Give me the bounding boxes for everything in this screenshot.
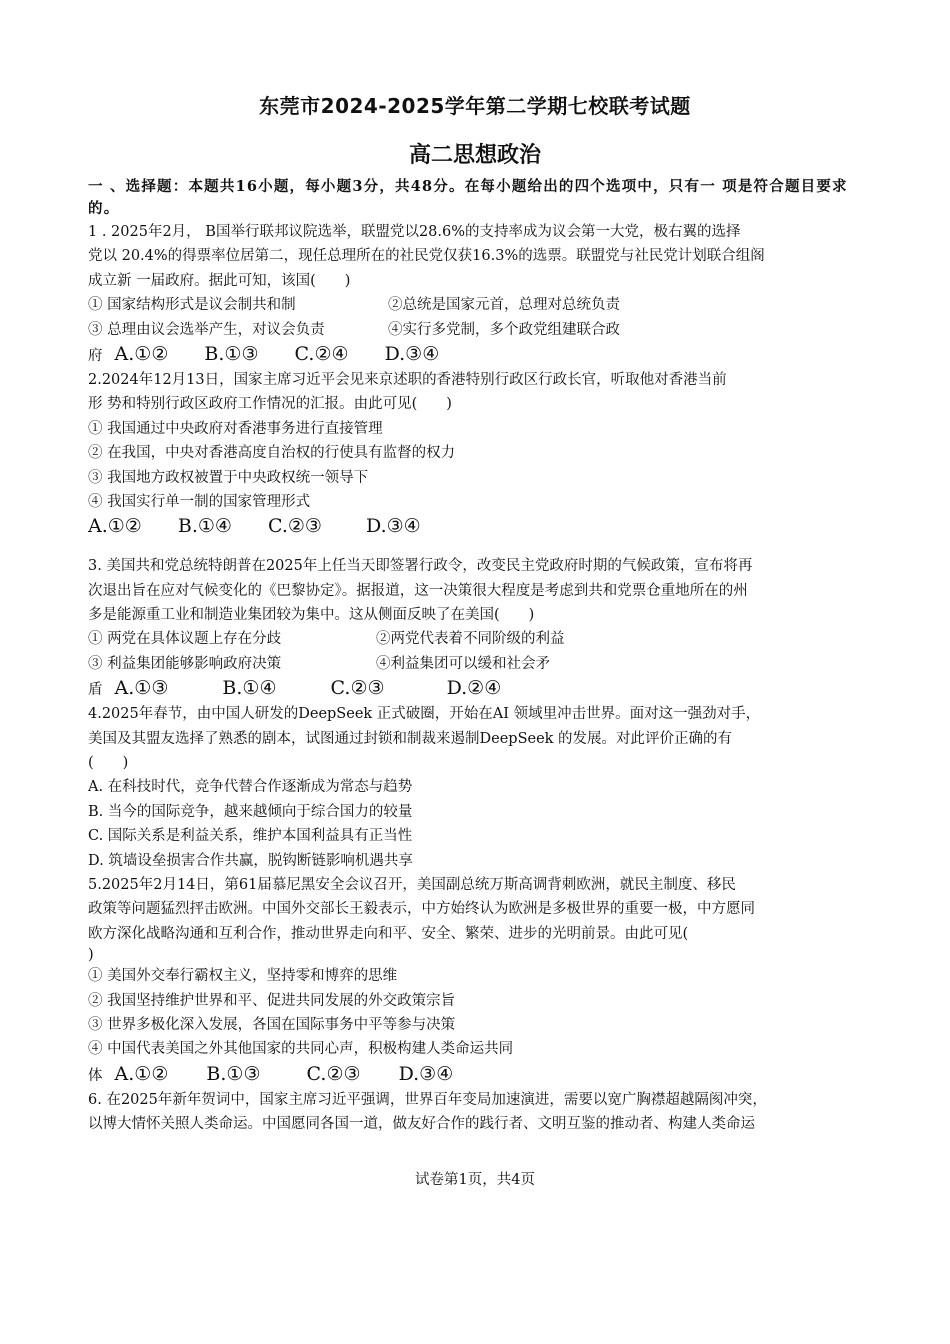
q2-line: 形 势和特别行政区政府工作情况的汇报。由此可见( ) (88, 396, 452, 413)
q4-line: 美国及其盟友选择了熟悉的剧本，试图通过封锁和制裁来遏制DeepSeek 的发展。对此评价正确的有 (88, 730, 733, 747)
q3-tail: 盾 (88, 682, 103, 699)
exam-title: 东莞市2024-2025学年第二学期七校联考试题 (259, 94, 691, 118)
q3-statements (88, 652, 866, 676)
q3-statements (88, 627, 866, 651)
q4-option-a: A. 在科技时代，竞争代替合作逐渐成为常态与趋势 (88, 779, 413, 796)
q1-line: 1 . 2025年2月， B国举行联邦议院选举，联盟党以28.6%的支持率成为议会第一大党，极右翼的选择 (88, 224, 741, 240)
q5-option-d: D.③④ (398, 1062, 454, 1085)
q5-statement-1: ① 美国外交奉行霸权主义，坚持零和博弈的思维 (88, 968, 398, 985)
q3-line: 次退出旨在应对气候变化的《巴黎协定》。据报道，这一决策很大程度是考虑到共和党票仓重地所在的州 (88, 582, 748, 599)
q5-statement-2: ② 我国坚持维护世界和平、促进共同发展的外交政策宗旨 (88, 992, 456, 1009)
q5-line: 欧方深化战略沟通和互利合作，推动世界走向和平、安全、繁荣、进步的光明前景。由此可见( (88, 925, 689, 942)
page-footer: 试卷第1页，共4页 (415, 1172, 535, 1188)
q1-statements (88, 318, 866, 342)
q1-line: 党以 20.4%的得票率位居第二，现任总理所在的社民党仅获16.3%的选票。联盟党与社民党计划联合组阁 (88, 248, 765, 265)
section-heading: 一 、选择题：本题共16小题，每小题3分，共48分。在每小题给出的四个选项中，只有一 项是符合题目要求的。 (88, 178, 848, 217)
q2-statement-1: ① 我国通过中央政府对香港事务进行直接管理 (88, 420, 383, 437)
q3-option-c: C.②③ (330, 677, 385, 700)
q1-options (88, 342, 866, 368)
q5-option-a: A.①② (114, 1062, 169, 1085)
q3-statement-1: ① 两党在具体议题上存在分歧 (88, 631, 282, 648)
q2-options (88, 514, 866, 540)
q5-options (88, 1062, 866, 1088)
q3-line: 多是能源重工业和制造业集团较为集中。这从侧面反映了在美国( ) (88, 607, 535, 624)
q4-option-c: C. 国际关系是利益关系，维护本国利益具有正当性 (88, 828, 413, 845)
q1-tail: 府 (88, 347, 103, 364)
q3-options (88, 676, 866, 702)
q2-line: 2.2024年12月13日，国家主席习近平会见来京述职的香港特别行政区行政长官，听取他对香港当前 (88, 371, 727, 388)
q6-line: 6. 在2025年新年贺词中，国家主席习近平强调，世界百年变局加速演进，需要以宽广胸襟超越隔阂冲突， (88, 1091, 767, 1108)
question-body (88, 220, 866, 1137)
q4-option-d: D. 筑墙设垒损害合作共赢，脱钩断链影响机遇共享 (88, 852, 413, 869)
q3-line: 3. 美国共和党总统特朗普在2025年上任当天即签署行政令，改变民主党政府时期的气候政策，宣布将再 (88, 558, 753, 575)
q5-line: ) (88, 947, 94, 964)
q6-line: 以博大情怀关照人类命运。中国愿同各国一道，做友好合作的践行者、文明互鉴的推动者、构建人类命运 (88, 1116, 755, 1133)
q1-statement-2: ②总统是国家元首，总理对总统负责 (388, 297, 620, 314)
q5-option-c: C.②③ (306, 1062, 361, 1085)
q2-statement-4: ④ 我国实行单一制的国家管理形式 (88, 493, 311, 510)
q3-statement-3: ③ 利益集团能够影响政府决策 (88, 655, 282, 672)
q5-line: 5.2025年2月14日，第61届慕尼黑安全会议召开，美国副总统万斯高调背刺欧洲，就民主制度、移民 (88, 876, 736, 893)
q5-option-b: B.①③ (206, 1062, 261, 1085)
q2-statement-3: ③ 我国地方政权被置于中央政权统一领导下 (88, 469, 369, 486)
q2-option-a: A.①② (88, 515, 142, 538)
q3-statement-2: ②两党代表着不同阶级的利益 (376, 631, 565, 648)
exam-subject: 高二思想政治 (408, 143, 541, 168)
q1-statement-4: ④实行多党制，多个政党组建联合政 (388, 321, 620, 338)
q4-option-b: B. 当今的国际竞争，越来越倾向于综合国力的较量 (88, 803, 413, 820)
q4-line: 4.2025年春节，由中国人研发的DeepSeek 正式破圈，开始在AI 领域里冲击世界。面对这一强劲对手， (88, 706, 761, 723)
q5-statement-3: ③ 世界多极化深入发展，各国在国际事务中平等参与决策 (88, 1016, 456, 1033)
q1-statements (88, 293, 866, 317)
q3-statement-4: ④利益集团可以缓和社会矛 (376, 655, 550, 672)
q1-option-d: D.③④ (384, 342, 440, 365)
q5-line: 政策等问题猛烈抨击欧洲。中国外交部长王毅表示，中方始终认为欧洲是多极世界的重要一极，中方愿同 (88, 901, 755, 918)
q2-option-b: B.①④ (177, 515, 232, 538)
q1-statement-1: ① 国家结构形式是议会制共和制 (88, 297, 296, 314)
q2-option-c: C.②③ (268, 515, 322, 538)
q1-option-b: B.①③ (204, 342, 259, 365)
q1-statement-3: ③ 总理由议会选举产生，对议会负责 (88, 321, 325, 338)
q5-tail: 体 (88, 1067, 103, 1084)
q5-statement-4: ④ 中国代表美国之外其他国家的共同心声，积极构建人类命运共同 (88, 1041, 514, 1058)
q3-option-b: B.①④ (222, 677, 277, 700)
q2-statement-2: ② 在我国，中央对香港高度自治权的行使具有监督的权力 (88, 445, 456, 462)
q1-option-c: C.②④ (294, 342, 349, 365)
q4-line: ( ) (88, 755, 129, 772)
q3-option-d: D.②④ (446, 677, 502, 700)
q2-option-d: D.③④ (366, 515, 421, 538)
q3-option-a: A.①③ (114, 677, 169, 700)
q1-option-a: A.①② (114, 342, 169, 365)
q1-line: 成立新 一届政府。据此可知，该国( ) (88, 272, 351, 289)
